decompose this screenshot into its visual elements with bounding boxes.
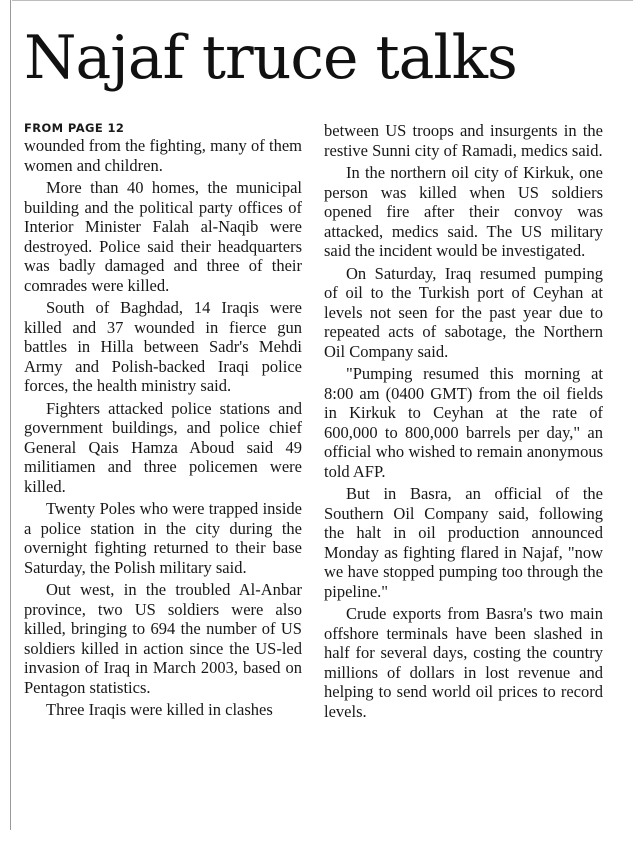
paragraph: Twenty Poles who were trapped inside a police station in the city during the overnight fighting returned to their base Saturday, the Polish military said.	[24, 499, 302, 577]
continued-from-label: FROM PAGE 12	[24, 121, 125, 135]
paragraph: Out west, in the troubled Al-Anbar province, two US soldiers were also killed, bringing to 694 the number of US soldiers killed in action since the US-led invasion of Iraq in March 2003, based on Pentagon statistics.	[24, 580, 302, 697]
paragraph: Fighters attacked police stations and government buildings, and police chief General Qais Hamza Aboud said 49 militiamen and three policemen were killed.	[24, 398, 302, 496]
left-rule	[10, 0, 11, 830]
paragraph: South of Baghdad, 14 Iraqis were killed and 37 wounded in fierce gun battles in Hilla between Sadr's Mehdi Army and Polish-backed Iraqi police forces, the health ministry said.	[24, 298, 302, 395]
paragraph: between US troops and insurgents in the restive Sunni city of Ramadi, medics said.	[324, 121, 603, 160]
left-column	[24, 120, 302, 723]
paragraph: But in Basra, an official of the Southern Oil Company said, following the halt in oil production announced Monday as fighting flared in Najaf, "now we have stopped pumping too through the pipeline."	[324, 484, 603, 601]
paragraph: In the northern oil city of Kirkuk, one person was killed when US soldiers opened fire after their convoy was attacked, medics said. The US military said the incident would be investigated.	[324, 163, 603, 260]
right-column	[324, 121, 603, 724]
paragraph: On Saturday, Iraq resumed pumping of oil to the Turkish port of Ceyhan at levels not seen for the past year due to repeated acts of sabotage, the Northern Oil Company said.	[324, 263, 603, 361]
paragraph: Three Iraqis were killed in clashes	[46, 700, 273, 719]
paragraph: wounded from the fighting, many of them women and children.	[24, 136, 302, 175]
headline: Najaf truce talks	[24, 23, 517, 93]
paragraph: More than 40 homes, the municipal building and the political party offices of Interior Minister Falah al-Naqib were destroyed. Police said their headquarters was badly damaged and three of their comrades were killed.	[24, 178, 302, 295]
top-rule	[12, 0, 633, 1]
paragraph: "Pumping resumed this morning at 8:00 am (0400 GMT) from the oil fields in Kirkuk to Ceyhan at the rate of 600,000 to 800,000 barrels per day," an official who wished to remain anonymous told AFP.	[324, 364, 603, 481]
paragraph: Crude exports from Basra's two main offshore terminals have been slashed in half for several days, costing the country millions of dollars in lost revenue and helping to send world oil prices to record levels.	[324, 604, 603, 721]
